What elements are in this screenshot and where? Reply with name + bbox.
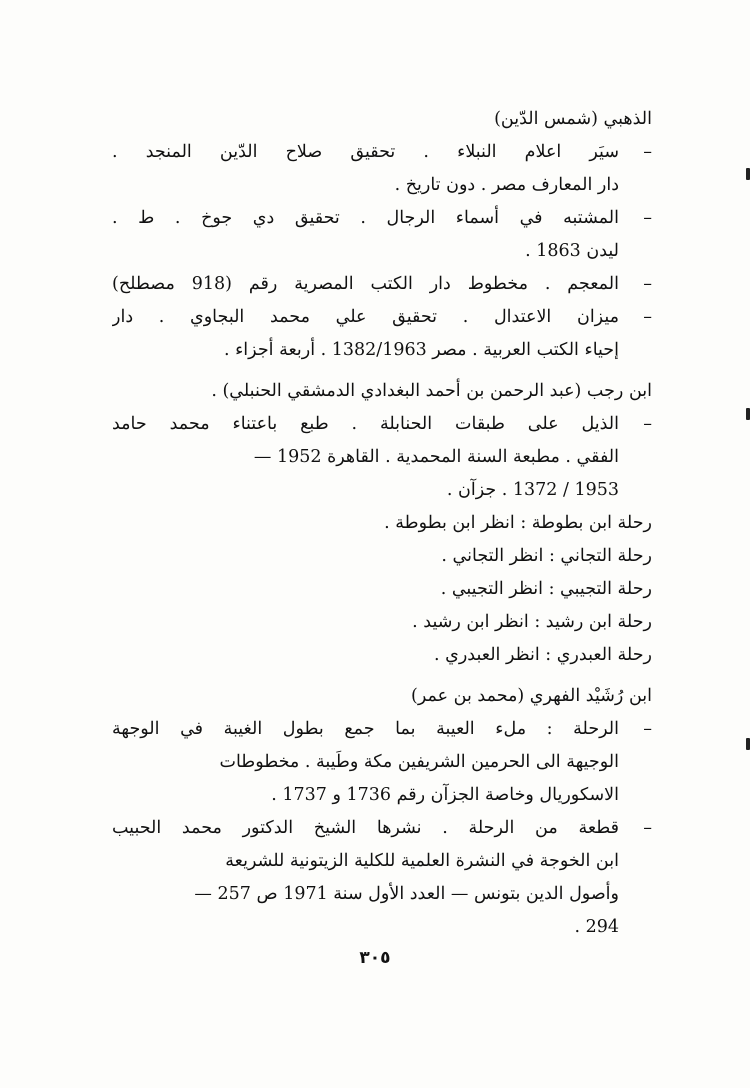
entry-text: قطعة من الرحلة . نشرها الشيخ الدكتور محمد الحبيب bbox=[112, 818, 619, 838]
entry-continuation: ابن الخوجة في النشرة العلمية للكلية الزيتونية للشريعة bbox=[225, 851, 619, 871]
entry-continuation: إحياء الكتب العربية . مصر 1382/1963 . أربعة أجزاء . bbox=[223, 340, 619, 360]
entry-dash: – bbox=[643, 274, 652, 294]
cross-reference: رحلة ابن رشيد : انظر ابن رشيد . bbox=[412, 612, 652, 632]
entry-dash: – bbox=[643, 818, 652, 838]
author-heading-dhahabi: الذهبي (شمس الدّين) bbox=[494, 109, 652, 129]
entry-text: المعجم . مخطوط دار الكتب المصرية رقم (918 مصطلح) bbox=[112, 274, 619, 294]
entry-continuation: 294 . bbox=[574, 917, 619, 937]
entry-continuation: ليدن 1863 . bbox=[525, 241, 619, 261]
entry-dash: – bbox=[643, 414, 652, 434]
scan-edge-mark bbox=[746, 168, 750, 180]
author-heading-ibn-rajab: ابن رجب (عبد الرحمن بن أحمد البغدادي الدمشقي الحنبلي) . bbox=[211, 381, 652, 401]
entry-line bbox=[112, 713, 652, 746]
entry-dash: – bbox=[643, 307, 652, 327]
entry-dash: – bbox=[643, 719, 652, 739]
entry-gap bbox=[112, 672, 652, 680]
entry-line bbox=[112, 268, 652, 301]
scan-edge-mark bbox=[746, 738, 750, 750]
entry-line bbox=[112, 812, 652, 845]
bibliography-text bbox=[112, 103, 652, 944]
entry-gap bbox=[112, 367, 652, 375]
entry-continuation: الوجيهة الى الحرمين الشريفين مكة وطَيبة . مخطوطات bbox=[219, 752, 619, 772]
entry-dash: – bbox=[643, 208, 652, 228]
entry-continuation: الاسكوريال وخاصة الجزآن رقم 1736 و 1737 . bbox=[271, 785, 619, 805]
scan-edge-mark bbox=[746, 408, 750, 420]
entry-continuation: 1953 / 1372 . جزآن . bbox=[446, 480, 619, 500]
entry-line bbox=[112, 408, 652, 441]
entry-continuation: دار المعارف مصر . دون تاريخ . bbox=[394, 175, 619, 195]
entry-text: الذيل على طبقات الحنابلة . طبع باعتناء محمد حامد bbox=[112, 414, 619, 434]
entry-line bbox=[112, 301, 652, 334]
entry-text: الرحلة : ملء العيبة بما جمع بطول الغيبة في الوجهة bbox=[112, 719, 619, 739]
entry-text: ميزان الاعتدال . تحقيق علي محمد البجاوي . دار bbox=[112, 307, 619, 327]
entry-line bbox=[112, 202, 652, 235]
entry-text: سيَر اعلام النبلاء . تحقيق صلاح الدّين المنجد . bbox=[112, 142, 619, 162]
cross-reference: رحلة التجيبي : انظر التجيبي . bbox=[440, 579, 652, 599]
cross-reference: رحلة العبدري : انظر العبدري . bbox=[434, 645, 652, 665]
entry-continuation: الفقي . مطبعة السنة المحمدية . القاهرة 1952 — bbox=[253, 447, 619, 467]
author-heading-ibn-rushayd: ابن رُشَيْد الفهري (محمد بن عمر) bbox=[411, 686, 652, 706]
entry-continuation: وأصول الدين بتونس — العدد الأول سنة 1971 ص 257 — bbox=[194, 884, 619, 904]
entry-dash: – bbox=[643, 142, 652, 162]
cross-reference: رحلة التجاني : انظر التجاني . bbox=[441, 546, 652, 566]
entry-line bbox=[112, 136, 652, 169]
entry-text: المشتبه في أسماء الرجال . تحقيق دي جوخ . ط . bbox=[112, 208, 619, 228]
cross-reference: رحلة ابن بطوطة : انظر ابن بطوطة . bbox=[384, 513, 652, 533]
page-number: ٣٠٥ bbox=[359, 948, 391, 968]
